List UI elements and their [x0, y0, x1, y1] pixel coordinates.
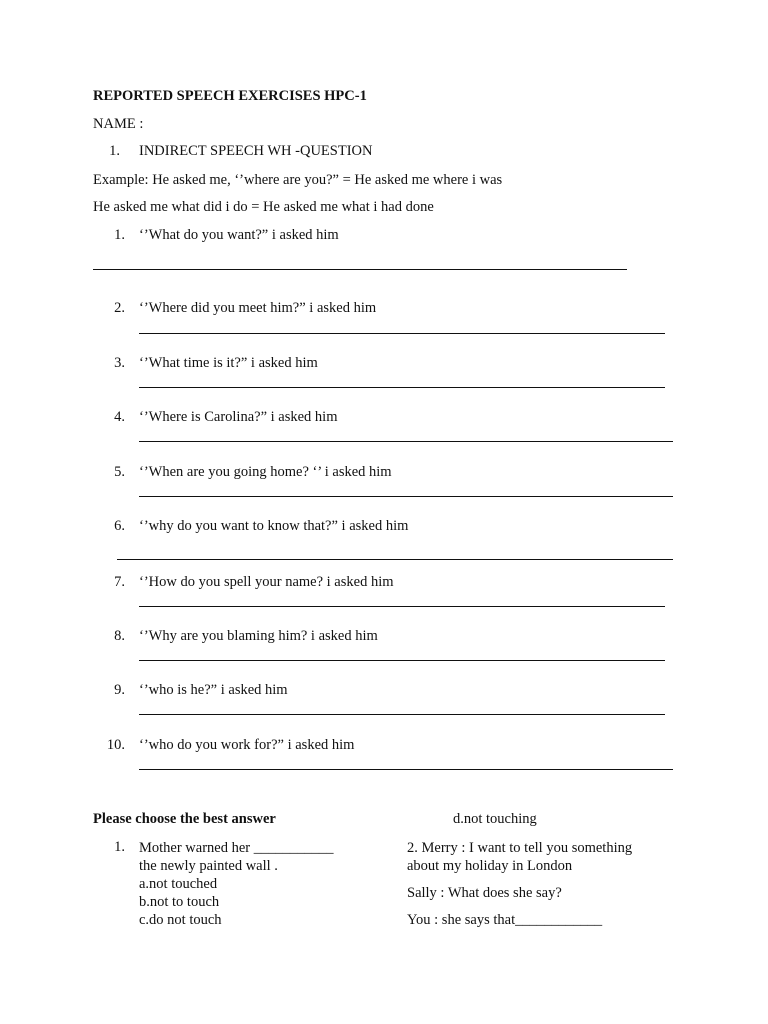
question-item: [93, 737, 693, 755]
question-item: [93, 464, 693, 482]
question-number: 7.: [114, 574, 125, 590]
question-number: 1.: [114, 227, 125, 243]
mc-question-1-line1: Mother warned her ___________: [139, 840, 334, 856]
answer-line[interactable]: [139, 769, 673, 770]
question-number: 6.: [114, 518, 125, 534]
answer-line[interactable]: [139, 496, 673, 497]
question-item: [93, 518, 693, 536]
answer-line[interactable]: [139, 660, 665, 661]
mc-question-2: [407, 839, 632, 929]
question-item: [93, 355, 693, 373]
answer-line[interactable]: [139, 441, 673, 442]
section2-heading: Please choose the best answer: [93, 811, 276, 827]
answer-line[interactable]: [139, 606, 665, 607]
question-text: ‘’Why are you blaming him? i asked him: [139, 628, 378, 644]
example-1: Example: He asked me, ‘’where are you?” = He asked me where i was: [93, 172, 503, 188]
answer-line[interactable]: [93, 269, 627, 270]
answer-line[interactable]: [117, 559, 673, 560]
question-text: ‘’who is he?” i asked him: [139, 682, 288, 698]
option-a: a.not touched: [139, 876, 218, 892]
question-number: 4.: [114, 409, 125, 425]
answer-line[interactable]: [139, 714, 665, 715]
example-2: He asked me what did i do = He asked me what i had done: [93, 199, 434, 215]
question-item: [93, 409, 693, 427]
question-number: 2.: [114, 300, 125, 316]
question-text: ‘’How do you spell your name? i asked him: [139, 574, 394, 590]
mc-question-1-line2: the newly painted wall .: [139, 858, 278, 874]
question-text: ‘’Where is Carolina?” i asked him: [139, 409, 338, 425]
mc-question-2-line1: 2. Merry : I want to tell you something: [407, 840, 633, 856]
option-d: d.not touching: [453, 811, 537, 827]
question-text: ‘’who do you work for?” i asked him: [139, 737, 355, 753]
question-number: 10.: [106, 737, 125, 753]
mc-question-2-line4: You : she says that____________: [407, 912, 603, 928]
mc-question-2-line2: about my holiday in London: [407, 858, 573, 874]
mc-question-number: 1.: [114, 839, 125, 855]
answer-line[interactable]: [139, 387, 665, 388]
question-item: [93, 628, 693, 646]
question-item: [93, 574, 693, 592]
worksheet-title: REPORTED SPEECH EXERCISES HPC-1: [93, 88, 367, 104]
section-number: 1.: [109, 143, 120, 159]
question-number: 9.: [114, 682, 125, 698]
question-text: ‘’why do you want to know that?” i asked him: [139, 518, 409, 534]
question-number: 3.: [114, 355, 125, 371]
mc-question-1: [93, 839, 393, 929]
question-text: ‘’When are you going home? ‘’ i asked him: [139, 464, 392, 480]
question-item: [93, 300, 693, 318]
option-b: b.not to touch: [139, 894, 220, 910]
question-number: 8.: [114, 628, 125, 644]
option-c: c.do not touch: [139, 912, 222, 928]
question-item: [93, 227, 693, 245]
question-item: [93, 682, 693, 700]
question-number: 5.: [114, 464, 125, 480]
mc-question-2-line3: Sally : What does she say?: [407, 885, 562, 901]
question-text: ‘’Where did you meet him?” i asked him: [139, 300, 377, 316]
answer-line[interactable]: [139, 333, 665, 334]
section-title: INDIRECT SPEECH WH -QUESTION: [139, 143, 373, 159]
name-label: NAME :: [93, 116, 144, 132]
question-text: ‘’What do you want?” i asked him: [139, 227, 339, 243]
question-text: ‘’What time is it?” i asked him: [139, 355, 318, 371]
